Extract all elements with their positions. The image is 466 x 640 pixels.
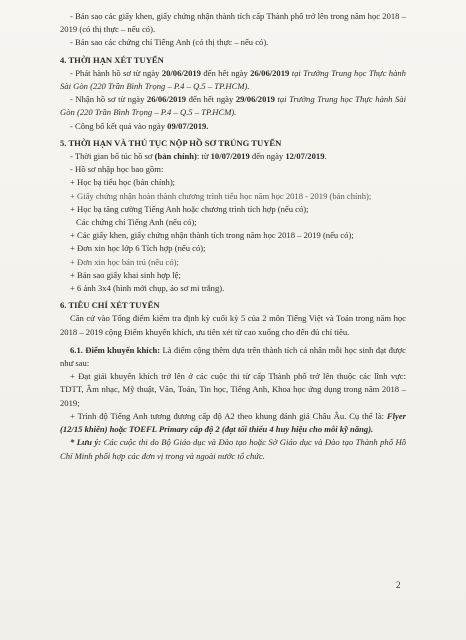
date-end: 29/06/2019 (235, 94, 275, 105)
heading-section-5: 5. THỜI HẠN VÀ THỦ TỤC NỘP HỒ SƠ TRÚNG TUYỂN (60, 137, 282, 148)
paragraph-issue-dates (60, 67, 406, 93)
text: - Nhận hồ sơ từ ngày (70, 94, 147, 105)
document-content (60, 10, 406, 463)
text: : từ (196, 151, 211, 162)
subheading-6-1: 6.1. Điểm khuyến khích: (70, 344, 161, 355)
text: . (324, 151, 327, 162)
note-label: * Lưu ý: (70, 437, 102, 448)
note-text: Các cuộc thi do Bộ Giáo dục và Đào tạo hoặc Sở Giáo dục và Đào tạo Thành phố Hồ Chí Minh phối hợp các đơn vị trong và ngoài nước tổ chức. (60, 437, 407, 461)
text-original: (bản chính) (154, 151, 197, 162)
paragraph-note (60, 436, 406, 462)
text: tại Trường Trung học Thực hành Sài Gòn (60, 67, 406, 92)
date-start: 26/06/2019 (146, 94, 187, 105)
list-item: + Đơn xin học lớp 6 Tích hợp (nếu có); (70, 243, 206, 254)
text: tại Trường Trung học Thực hành Sài Gòn (60, 94, 406, 118)
page-number: 2 (396, 580, 401, 590)
paragraph-supplement-time (60, 150, 406, 163)
list-item: + Học bạ tăng cường Tiếng Anh hoặc chương trình tích hợp (nếu có); (70, 203, 309, 214)
date-end: 12/07/2019 (285, 151, 325, 162)
list-item: + Học bạ tiểu học (bản chính); (70, 177, 176, 188)
paragraph-contest-awards: + Đạt giải khuyến khích trở lên ở các cuộc thi từ cấp Thành phố trở lên thuộc các lĩnh vực: TDTT, Âm nhạc, Mỹ thuật, Văn, Toán, Tin học, Tiếng Anh, Khoa học ứng dụng trong năm 2018 – 2019; (60, 371, 406, 408)
paragraph-receive-dates (60, 93, 406, 119)
date-start: 20/06/2019 (161, 67, 201, 78)
date-start: 10/07/2019 (210, 151, 250, 162)
list-item: + Giấy chứng nhận hoàn thành chương trình tiểu học năm học 2018 - 2019 (bản chính); (70, 190, 372, 201)
paragraph-english-cert-copies: - Bản sao các chứng chỉ Tiếng Anh (có thị thực – nếu có). (70, 37, 269, 48)
text: đến hết ngày (186, 94, 236, 105)
list-intro: - Hồ sơ nhập học bao gồm: (70, 164, 164, 175)
text: đến ngày (249, 151, 286, 162)
text: đến hết ngày (200, 67, 251, 78)
address: (220 Trần Bình Trọng – P.4 – Q.5 – TP.HCM). (76, 107, 237, 118)
paragraph-bonus-points (60, 344, 406, 370)
text: - Công bố kết quả vào ngày (70, 120, 168, 131)
text: Là điểm cộng thêm dựa trên thành tích cá nhân mỗi học sinh đạt được như sau: (60, 344, 406, 369)
address: (220 Trần Bình Trọng – P.4 – Q.5 – TP.HCM). (90, 81, 250, 92)
paragraph-english-level (60, 410, 406, 436)
paragraph-criteria: Căn cứ vào Tổng điểm kiểm tra định kỳ cuối kỳ 5 của 2 môn Tiếng Việt và Toán trong năm học 2018 – 2019 cộng Điểm khuyến khích, ưu tiên xét từ cao xuống cho đến đủ chỉ tiêu. (60, 313, 406, 337)
date-results: 09/07/2019. (167, 120, 209, 131)
text-english-requirement: Flyer (12/15 khiên) hoặc TOEFL Primary cấp độ 2 (đạt tối thiểu 4 huy hiệu cho mỗi kỹ năng). (60, 410, 406, 435)
text: + Trình độ Tiếng Anh tương đương cấp độ A2 theo khung đánh giá Châu Âu. Cụ thể là: (70, 410, 387, 421)
date-end: 26/06/2019 (250, 67, 290, 78)
paragraph-award-copies: - Bản sao các giấy khen, giấy chứng nhận thành tích cấp Thành phố trở lên trong năm học 2018 – 2019 (có thị thực – nếu có). (60, 11, 406, 35)
paragraph-results-date (60, 120, 406, 133)
text: - Phát hành hồ sơ từ ngày (70, 67, 162, 78)
list-item: + Bản sao giấy khai sinh hợp lệ; (70, 269, 181, 280)
text: - Thời gian bổ túc hồ sơ (70, 151, 155, 162)
list-item: + 6 ảnh 3x4 (hình mới chụp, áo sơ mi trắng). (70, 283, 225, 294)
heading-section-4: 4. THỜI HẠN XÉT TUYỂN (60, 54, 164, 65)
heading-section-6: 6. TIÊU CHÍ XÉT TUYỂN (60, 300, 160, 311)
list-item: + Các giấy khen, giấy chứng nhận thành tích trong năm học 2018 – 2019 (nếu có); (70, 230, 354, 241)
list-item: + Đơn xin học bán trú (nếu có); (70, 256, 179, 267)
list-item: Các chứng chỉ Tiếng Anh (nếu có); (76, 217, 197, 228)
